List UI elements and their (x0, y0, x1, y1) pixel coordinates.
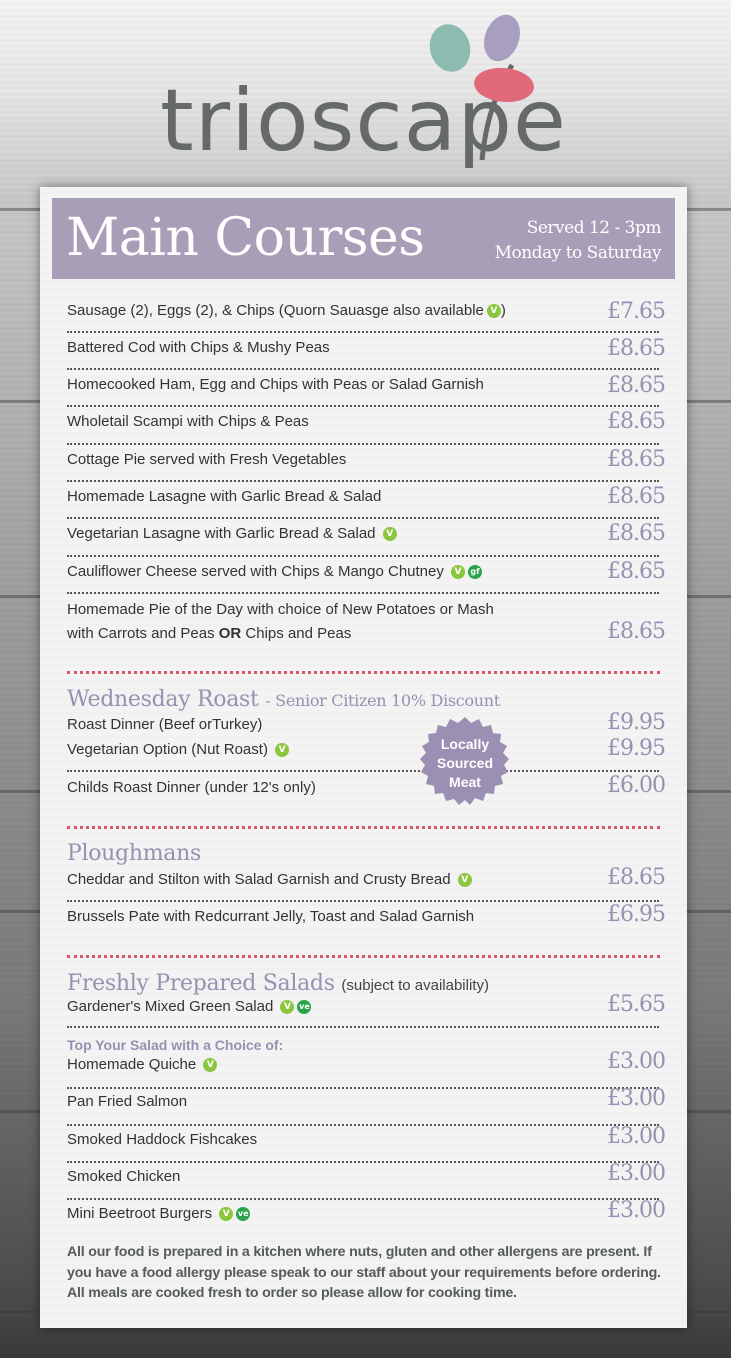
toppings-heading: Top Your Salad with a Choice of: (67, 1037, 284, 1053)
section-title-ploughmans (67, 841, 201, 866)
menu-item-name: Pan Fried Salmon (67, 1093, 188, 1110)
dotted-divider (67, 405, 659, 407)
menu-item-name: Brussels Pate with Redcurrant Jelly, Toast and Salad Garnish (67, 908, 475, 925)
menu-item-price: £6.95 (607, 902, 665, 927)
menu-item-name-suffix: ) (500, 302, 506, 319)
menu-item-price: £8.65 (607, 619, 665, 644)
section-divider (67, 955, 660, 958)
dotted-divider (67, 592, 659, 594)
section-title-text: Ploughmans (67, 841, 201, 866)
menu-item-name: Cauliflower Cheese served with Chips & Mango Chutney (67, 563, 444, 580)
menu-item-price: £8.65 (607, 409, 665, 434)
menu-item-price: £6.00 (607, 773, 665, 798)
menu-item-price: £9.95 (607, 736, 665, 761)
dotted-divider (67, 1026, 659, 1028)
menu-item-name: Mini Beetroot Burgers (67, 1205, 213, 1222)
section-divider (67, 671, 660, 674)
serving-times: Served 12 - 3pm (526, 218, 661, 238)
dotted-divider (67, 1124, 659, 1126)
dotted-divider (67, 331, 659, 333)
menu-item-price: £8.65 (607, 484, 665, 509)
dotted-divider (67, 770, 659, 772)
section-title-wednesday-roast (67, 687, 500, 712)
section-banner (52, 198, 675, 279)
menu-item-price: £8.65 (607, 865, 665, 890)
dotted-divider (67, 1198, 659, 1200)
section-title-text: Wednesday Roast (67, 687, 259, 712)
menu-item-price: £8.65 (607, 559, 665, 584)
section-title-text: Freshly Prepared Salads (67, 971, 335, 996)
menu-item-name: Roast Dinner (Beef orTurkey) (67, 716, 263, 733)
dotted-divider (67, 368, 659, 370)
menu-item-name: Childs Roast Dinner (under 12's only) (67, 779, 316, 796)
menu-item-name: Homecooked Ham, Egg and Chips with Peas or Salad Garnish (67, 376, 484, 393)
menu-item-name: Vegetarian Option (Nut Roast) (67, 741, 268, 758)
menu-item-name: Homemade Quiche (67, 1056, 197, 1073)
allergen-notice: All our food is prepared in a kitchen where nuts, gluten and other allergens are present. If you have a food allergy please speak to our staff about your requirements before ordering. All meals are cooked fresh to order so please allow for cooking time. (67, 1244, 661, 1301)
menu-card (40, 187, 687, 1328)
vegan-badge-icon: ve (236, 1207, 250, 1221)
section-title-salads (67, 971, 489, 996)
vegetarian-badge-icon: V (458, 873, 472, 887)
menu-item-price: £8.65 (607, 336, 665, 361)
serving-days: Monday to Saturday (494, 243, 661, 263)
locally-sourced-seal (417, 715, 513, 811)
menu-item-price: £7.65 (607, 299, 665, 324)
vegetarian-badge-icon: V (280, 1000, 294, 1014)
menu-item-price: £3.00 (607, 1124, 665, 1149)
page-title: Main Courses (66, 208, 425, 268)
vegetarian-badge-icon: V (451, 565, 465, 579)
menu-item-name: Homemade Lasagne with Garlic Bread & Salad (67, 488, 382, 505)
menu-item-name: Wholetail Scampi with Chips & Peas (67, 413, 309, 430)
seal-line2: Sourced (436, 755, 493, 771)
dotted-divider (67, 1087, 659, 1089)
vegetarian-badge-icon: V (203, 1058, 217, 1072)
menu-item-name: Smoked Haddock Fishcakes (67, 1131, 258, 1148)
menu-item-name: Cheddar and Stilton with Salad Garnish and Crusty Bread (67, 871, 451, 888)
menu-item-price: £5.65 (607, 992, 665, 1017)
menu-item-price: £9.95 (607, 710, 665, 735)
gluten-free-badge-icon: gf (468, 565, 482, 579)
dotted-divider (67, 480, 659, 482)
vegetarian-badge-icon: V (383, 527, 397, 541)
menu-item-price: £8.65 (607, 447, 665, 472)
menu-item-price: £3.00 (607, 1161, 665, 1186)
vegetarian-badge-icon: V (487, 304, 501, 318)
section-subtitle: - Senior Citizen 10% Discount (265, 691, 500, 710)
menu-item-name: Gardener's Mixed Green Salad (67, 998, 274, 1015)
dotted-divider (67, 900, 659, 902)
menu-item-price: £8.65 (607, 373, 665, 398)
menu-item-name: Sausage (2), Eggs (2), & Chips (Quorn Sauasge also available (67, 302, 484, 319)
menu-item-name-line2: with Carrots and Peas (67, 625, 215, 642)
dotted-divider (67, 555, 659, 557)
dotted-divider (67, 517, 659, 519)
brand-logo-text: trioscape (160, 71, 567, 171)
menu-item-name: Cottage Pie served with Fresh Vegetables (67, 451, 347, 468)
menu-item-name: Smoked Chicken (67, 1168, 181, 1185)
dotted-divider (67, 1161, 659, 1163)
vegetarian-badge-icon: V (275, 743, 289, 757)
vegan-badge-icon: ve (297, 1000, 311, 1014)
section-note: (subject to availability) (341, 977, 489, 994)
seal-line3: Meat (449, 774, 481, 790)
menu-item-price: £8.65 (607, 521, 665, 546)
menu-item-price: £3.00 (607, 1086, 665, 1111)
menu-item-or-emphasis: OR (218, 625, 242, 642)
dotted-divider (67, 443, 659, 445)
serving-hours (495, 216, 661, 266)
menu-item-name: Battered Cod with Chips & Mushy Peas (67, 339, 330, 356)
vegetarian-badge-icon: V (219, 1207, 233, 1221)
menu-item-name: Vegetarian Lasagne with Garlic Bread & Salad (67, 525, 376, 542)
menu-item-price: £3.00 (607, 1198, 665, 1223)
seal-line1: Locally (440, 736, 490, 752)
section-divider (67, 826, 660, 829)
menu-item-name-line1: Homemade Pie of the Day with choice of New Potatoes or Mash (67, 601, 494, 618)
menu-item-price: £3.00 (607, 1049, 665, 1074)
menu-item-name-line2b: Chips and Peas (245, 625, 352, 642)
brand-header (0, 0, 731, 185)
